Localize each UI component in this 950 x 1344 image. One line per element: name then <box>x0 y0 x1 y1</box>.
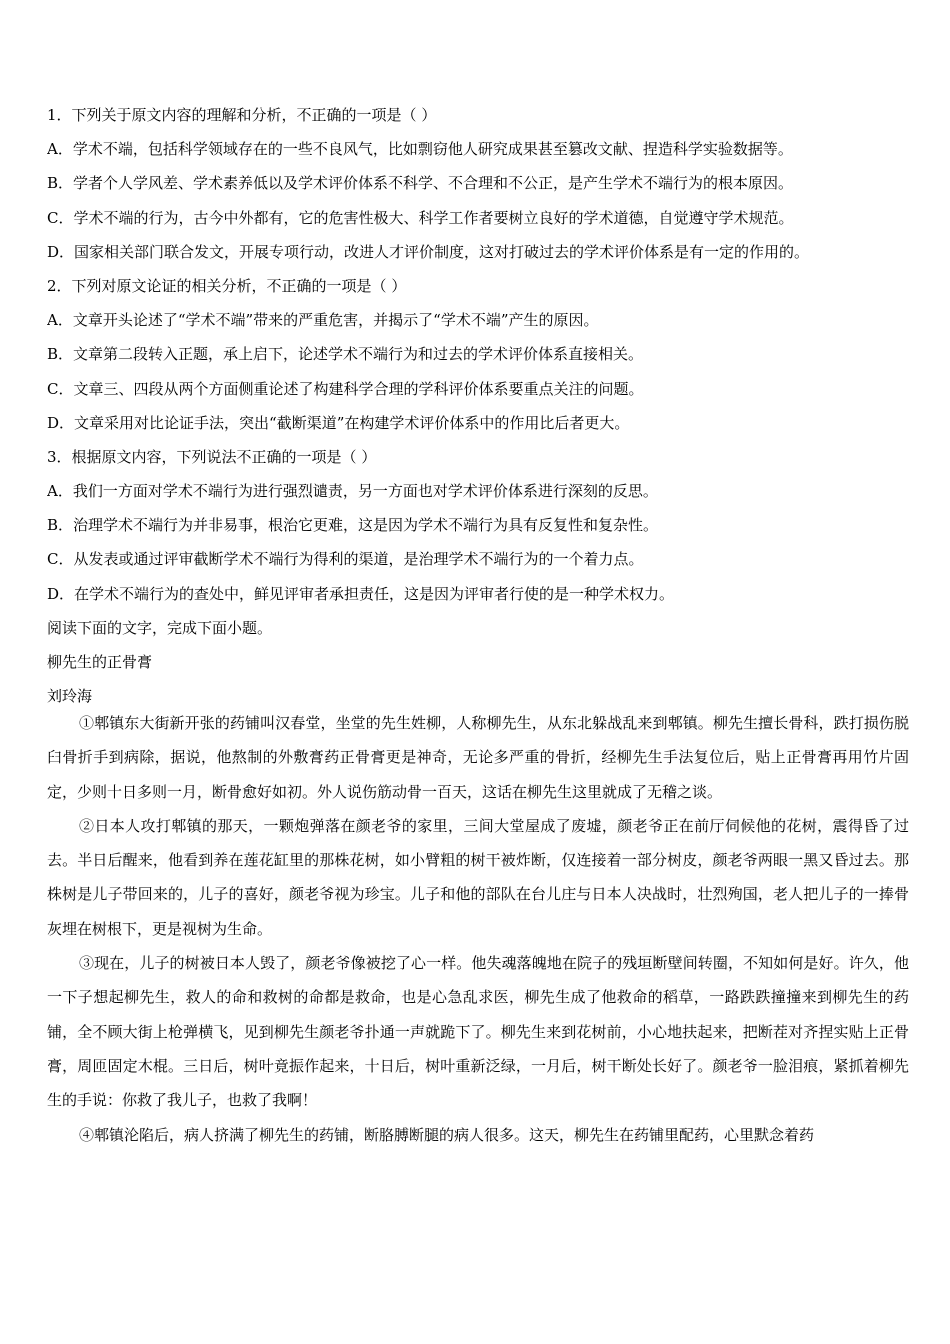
question-1-option-b: B．学者个人学风差、学术素养低以及学术评价体系不科学、不合理和不公正，是产生学术不端行为的根本原因。 <box>47 174 794 193</box>
question-3-option-a: A．我们一方面对学术不端行为进行强烈谴责，另一方面也对学术评价体系进行深刻的反思。 <box>47 482 658 501</box>
story-paragraph-3: ③现在，儿子的树被日本人毁了，颜老爷像被挖了心一样。他失魂落魄地在院子的残垣断壁间转圈，不知如何是好。许久，他一下子想起柳先生，救人的命和救树的命都是救命，也是心急乱求医，柳先生成了他救命的稻草，一路跌跌撞撞来到柳先生的药铺，全不顾大街上枪弹横飞，见到柳先生颜老爷扑通一声就跪下了。柳先生来到花树前，小心地扶起来，把断茬对齐捏实贴上正骨膏，周匝固定木棍。三日后，树叶竟振作起来，十日后，树叶重新泛绿，一月后，树干断处长好了。颜老爷一脸泪痕，紧抓着柳先生的手说：你救了我儿子，也救了我啊！ <box>47 954 909 1110</box>
question-1-stem: 1．下列关于原文内容的理解和分析，不正确的一项是（ ） <box>47 106 437 124</box>
story-title: 柳先生的正骨膏 <box>47 653 153 671</box>
question-2-option-c: C．文章三、四段从两个方面侧重论述了构建科学合理的学科评价体系要重点关注的问题。 <box>47 379 644 398</box>
question-3-option-d: D．在学术不端行为的查处中，鲜见评审者承担责任，这是因为评审者行使的是一种学术权力。 <box>47 584 675 603</box>
question-2-option-b: B．文章第二段转入正题，承上启下，论述学术不端行为和过去的学术评价体系直接相关。 <box>47 345 644 364</box>
question-1-option-d: D．国家相关部门联合发文，开展专项行动，改进人才评价制度，这对打破过去的学术评价体系是有一定的作用的。 <box>47 242 810 261</box>
story-author: 刘玲海 <box>47 687 93 706</box>
story-paragraph-4: ④郫镇沦陷后，病人挤满了柳先生的药铺，断胳膊断腿的病人很多。这天，柳先生在药铺里配药，心里默念着药 <box>79 1125 815 1144</box>
story-paragraph-1: ①郫镇东大街新开张的药铺叫汉春堂，坐堂的先生姓柳，人称柳先生，从东北躲战乱来到郫镇。柳先生擅长骨科，跌打损伤脱臼骨折手到病除，据说，他熬制的外敷膏药正骨膏更是神奇，无论多严重的骨折，经柳先生手法复位后，贴上正骨膏再用竹片固定，少则十日多则一月，断骨愈好如初。外人说伤筋动骨一百天，这话在柳先生这里就成了无稽之谈。 <box>47 714 909 801</box>
question-1-option-c: C．学术不端的行为，古今中外都有，它的危害性极大、科学工作者要树立良好的学术道德，自觉遵守学术规范。 <box>47 208 794 227</box>
question-2-option-a: A．文章开头论述了“学术不端”带来的严重危害，并揭示了“学术不端”产生的原因。 <box>47 311 599 330</box>
question-3-option-b: B．治理学术不端行为并非易事，根治它更难，这是因为学术不端行为具有反复性和复杂性。 <box>47 516 659 535</box>
story-paragraph-2: ②日本人攻打郫镇的那天，一颗炮弹落在颜老爷的家里，三间大堂屋成了废墟，颜老爷正在前厅伺候他的花树，震得昏了过去。半日后醒来，他看到养在莲花缸里的那株花树，如小臂粗的树干被炸断，仅连接着一部分树皮，颜老爷两眼一黑又昏过去。那株树是儿子带回来的，儿子的喜好，颜老爷视为珍宝。儿子和他的部队在台儿庄与日本人决战时，壮烈殉国，老人把儿子的一捧骨灰埋在树根下，更是视树为生命。 <box>47 816 909 938</box>
questions-section <box>47 98 907 713</box>
story-body <box>47 706 909 1152</box>
question-3-option-c: C．从发表或通过评审截断学术不端行为得利的渠道，是治理学术不端行为的一个着力点。 <box>47 550 644 569</box>
question-2-stem: 2．下列对原文论证的相关分析，不正确的一项是（ ） <box>47 276 407 295</box>
question-3-stem: 3．根据原文内容，下列说法不正确的一项是（ ） <box>47 447 377 466</box>
question-1-option-a: A．学术不端，包括科学领域存在的一些不良风气，比如剽窃他人研究成果甚至篡改文献、捏造科学实验数据等。 <box>47 140 793 159</box>
question-2-option-d: D．文章采用对比论证手法，突出“截断渠道”在构建学术评价体系中的作用比后者更大。 <box>47 413 630 432</box>
reading-instruction: 阅读下面的文字，完成下面小题。 <box>47 618 273 637</box>
